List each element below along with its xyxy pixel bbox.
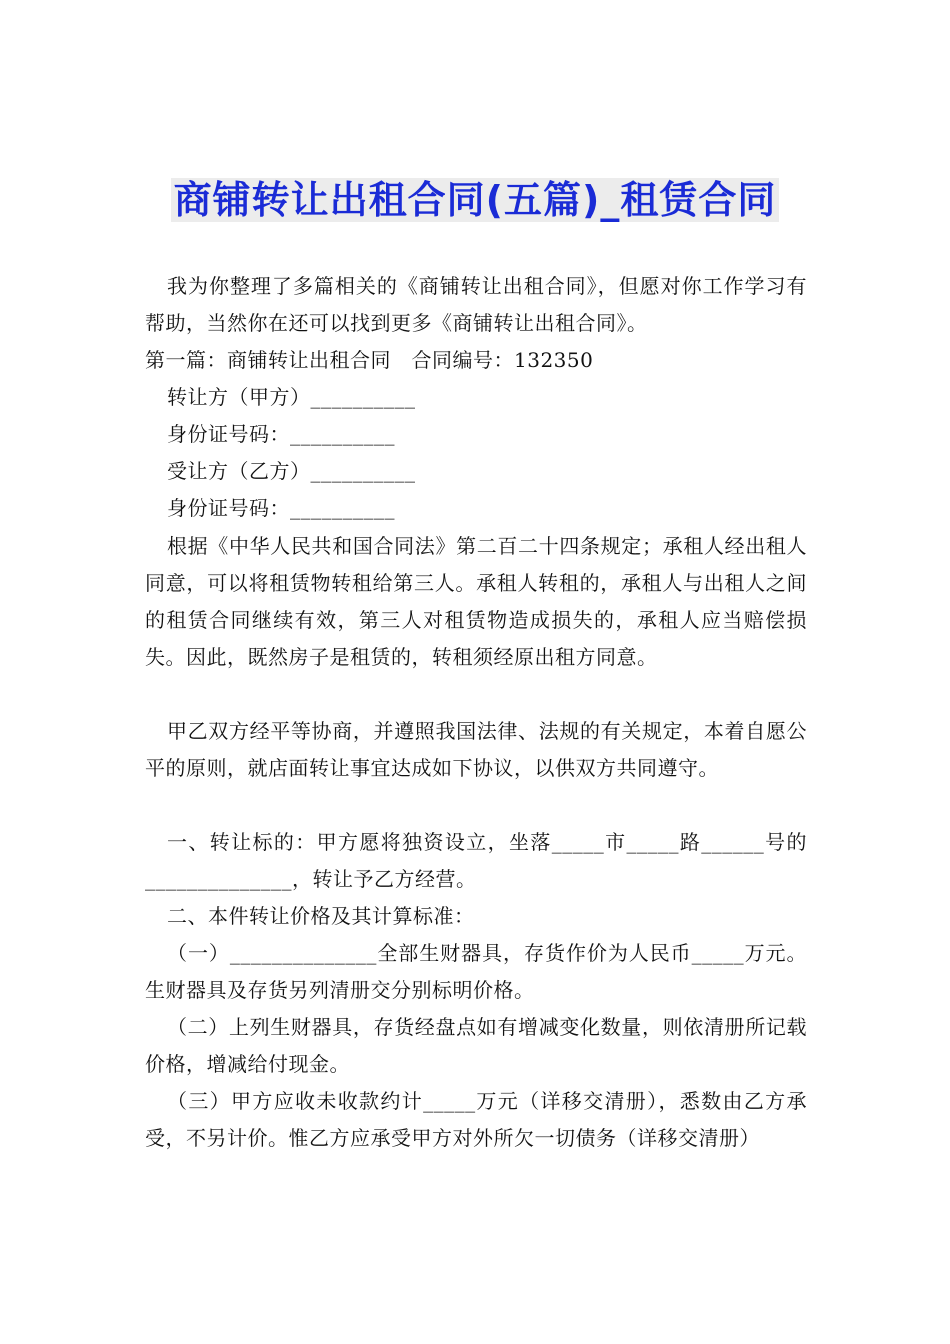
intro-paragraph: 我为你整理了多篇相关的《商铺转让出租合同》，但愿对你工作学习有帮助，当然你在还可以找到更多《商铺转让出租合同》。 [145,274,807,335]
id-number-field-2: 身份证号码：__________ [167,496,395,520]
clause-2-item-2: （二）上列生财器具，存货经盘点如有增减变化数量，则依清册所记载价格，增减给付现金。 [145,1015,807,1076]
document-title [0,172,950,228]
id-number-field-1: 身份证号码：__________ [167,422,395,446]
clause-1: 一、转让标的：甲方愿将独资设立，坐落_____市_____路______号的______________，转让予乙方经营。 [145,830,807,891]
title-text: 商铺转让出租合同(五篇)_租赁合同 [171,178,780,222]
clause-2-item-1: （一）______________全部生财器具，存货作价为人民币_____万元。生财器具及存货另列清册交分别标明价格。 [145,941,807,1002]
transferor-field: 转让方（甲方）__________ [167,385,416,409]
clause-2-item-3: （三）甲方应收未收款约计_____万元（详移交清册），悉数由乙方承受，不另计价。惟乙方应承受甲方对外所欠一切债务（详移交清册） [145,1089,807,1150]
law-paragraph: 根据《中华人民共和国合同法》第二百二十四条规定；承租人经出租人同意，可以将租赁物转租给第三人。承租人转租的，承租人与出租人之间的租赁合同继续有效，第三人对租赁物造成损失的，承租人应当赔偿损失。因此，既然房子是租赁的，转租须经原出租方同意。 [145,534,807,669]
clause-2-title: 二、本件转让价格及其计算标准： [167,904,475,928]
transferee-field: 受让方（乙方）__________ [167,459,416,483]
agreement-paragraph: 甲乙双方经平等协商，并遵照我国法律、法规的有关规定，本着自愿公平的原则，就店面转让事宜达成如下协议，以供双方共同遵守。 [145,719,807,780]
section-header: 第一篇：商铺转让出租合同 合同编号：132350 [145,348,594,372]
